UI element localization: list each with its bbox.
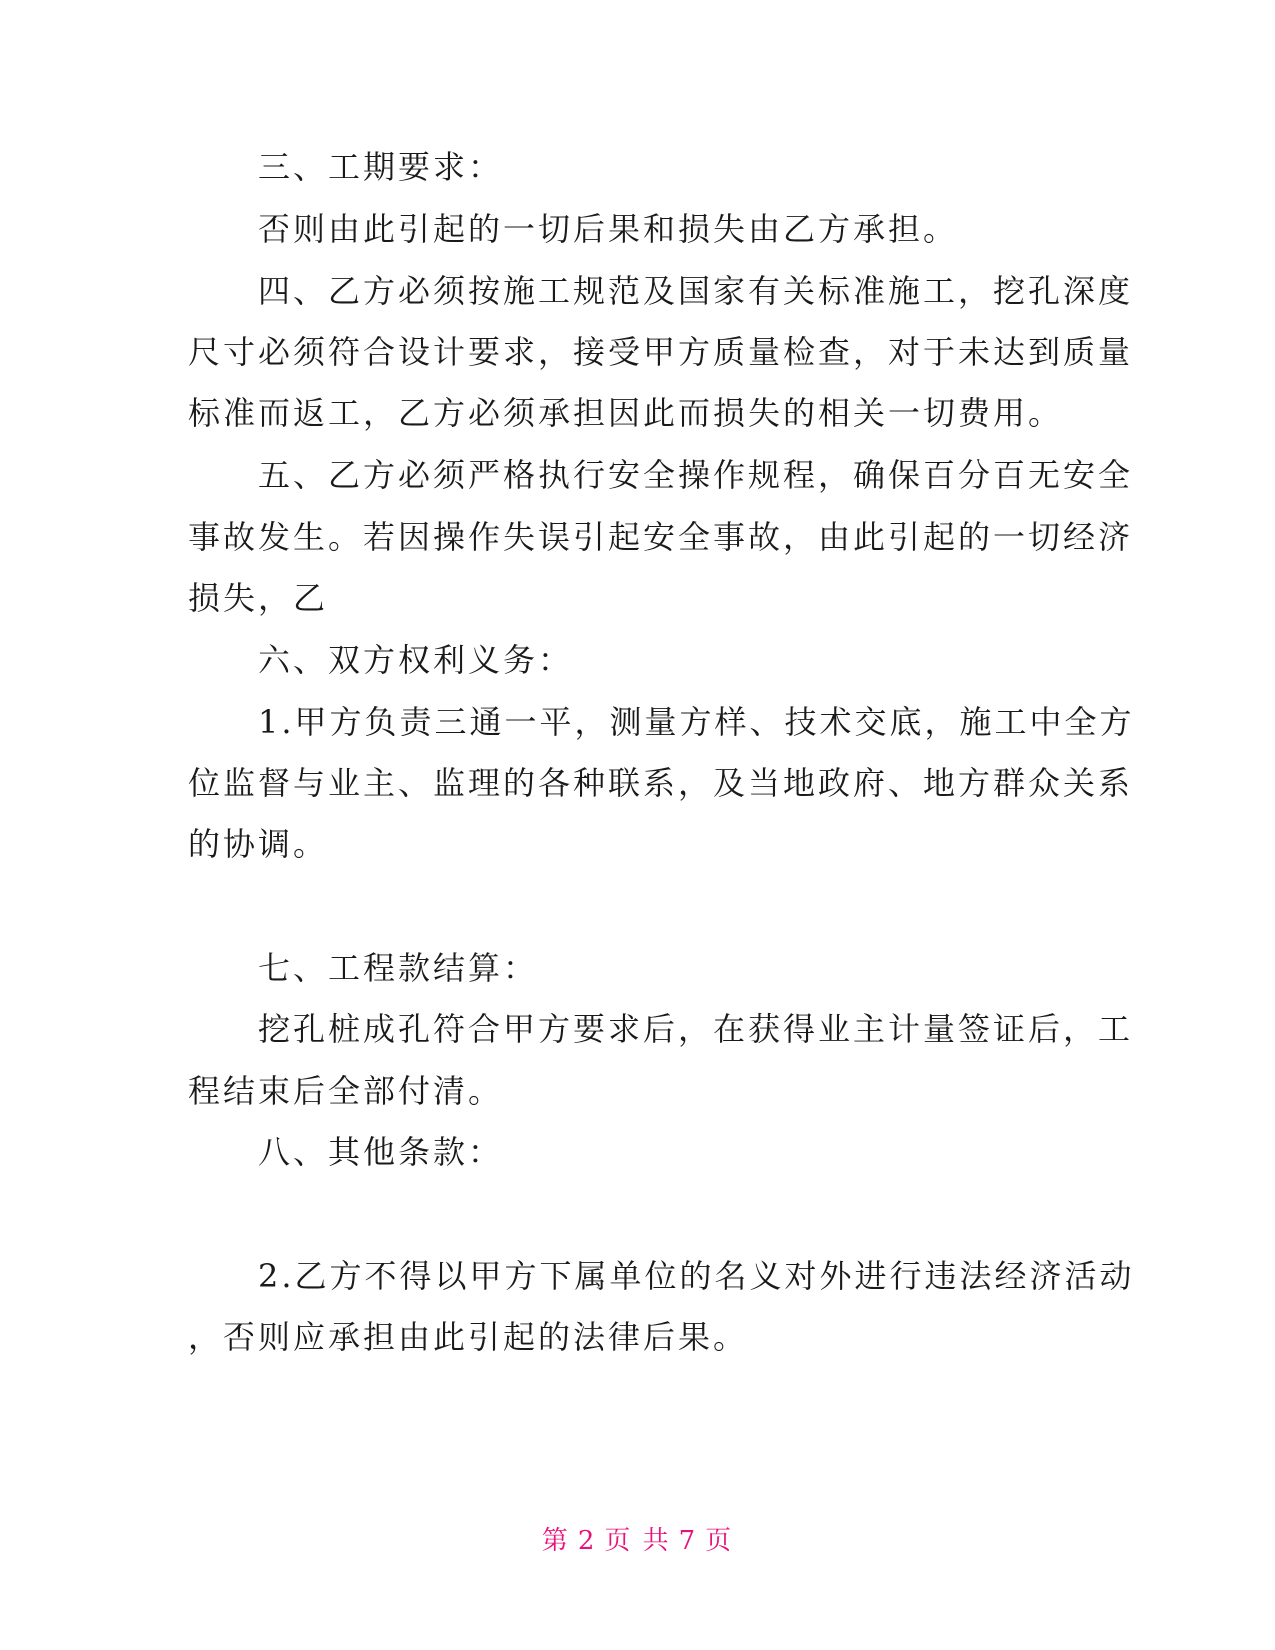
page-footer — [0, 1520, 1275, 1557]
footer-page-number: 2 — [577, 1526, 597, 1556]
list-item-2: 2.乙方不得以甲方下属单位的名义对外进行违法经济活动 — [188, 1257, 1135, 1295]
section-heading-3: 三、工期要求： — [188, 148, 504, 186]
paragraph-line: 位监督与业主、监理的各种联系，及当地政府、地方群众关系 — [188, 764, 1134, 802]
paragraph-line: 挖孔桩成孔符合甲方要求后，在获得业主计量签证后，工 — [188, 1010, 1134, 1048]
section-heading-4: 四、乙方必须按施工规范及国家有关标准施工，挖孔深度 — [188, 272, 1134, 310]
paragraph-line: 否则由此引起的一切后果和损失由乙方承担。 — [188, 210, 959, 248]
paragraph-line: 损失，乙 — [188, 579, 329, 617]
section-heading-6: 六、双方权利义务： — [188, 641, 574, 679]
footer-middle: 页 共 — [604, 1526, 671, 1556]
list-item-1: 1.甲方负责三通一平，测量方样、技术交底，施工中全方 — [188, 703, 1135, 741]
paragraph-line: 的协调。 — [188, 825, 329, 863]
footer-total-pages: 7 — [678, 1526, 698, 1556]
section-heading-7: 七、工程款结算： — [188, 949, 539, 987]
paragraph-line: 尺寸必须符合设计要求，接受甲方质量检查，对于未达到质量 — [188, 333, 1134, 371]
footer-suffix: 页 — [705, 1526, 734, 1556]
paragraph-line: 标准而返工，乙方必须承担因此而损失的相关一切费用。 — [188, 394, 1064, 432]
section-heading-8: 八、其他条款： — [188, 1133, 504, 1171]
paragraph-line: 事故发生。若因操作失误引起安全事故，由此引起的一切经济 — [188, 518, 1134, 556]
paragraph-line: 程结束后全部付清。 — [188, 1072, 504, 1110]
footer-prefix: 第 — [541, 1526, 570, 1556]
section-heading-5: 五、乙方必须严格执行安全操作规程，确保百分百无安全 — [188, 456, 1134, 494]
paragraph-line: ，否则应承担由此引起的法律后果。 — [188, 1318, 749, 1356]
